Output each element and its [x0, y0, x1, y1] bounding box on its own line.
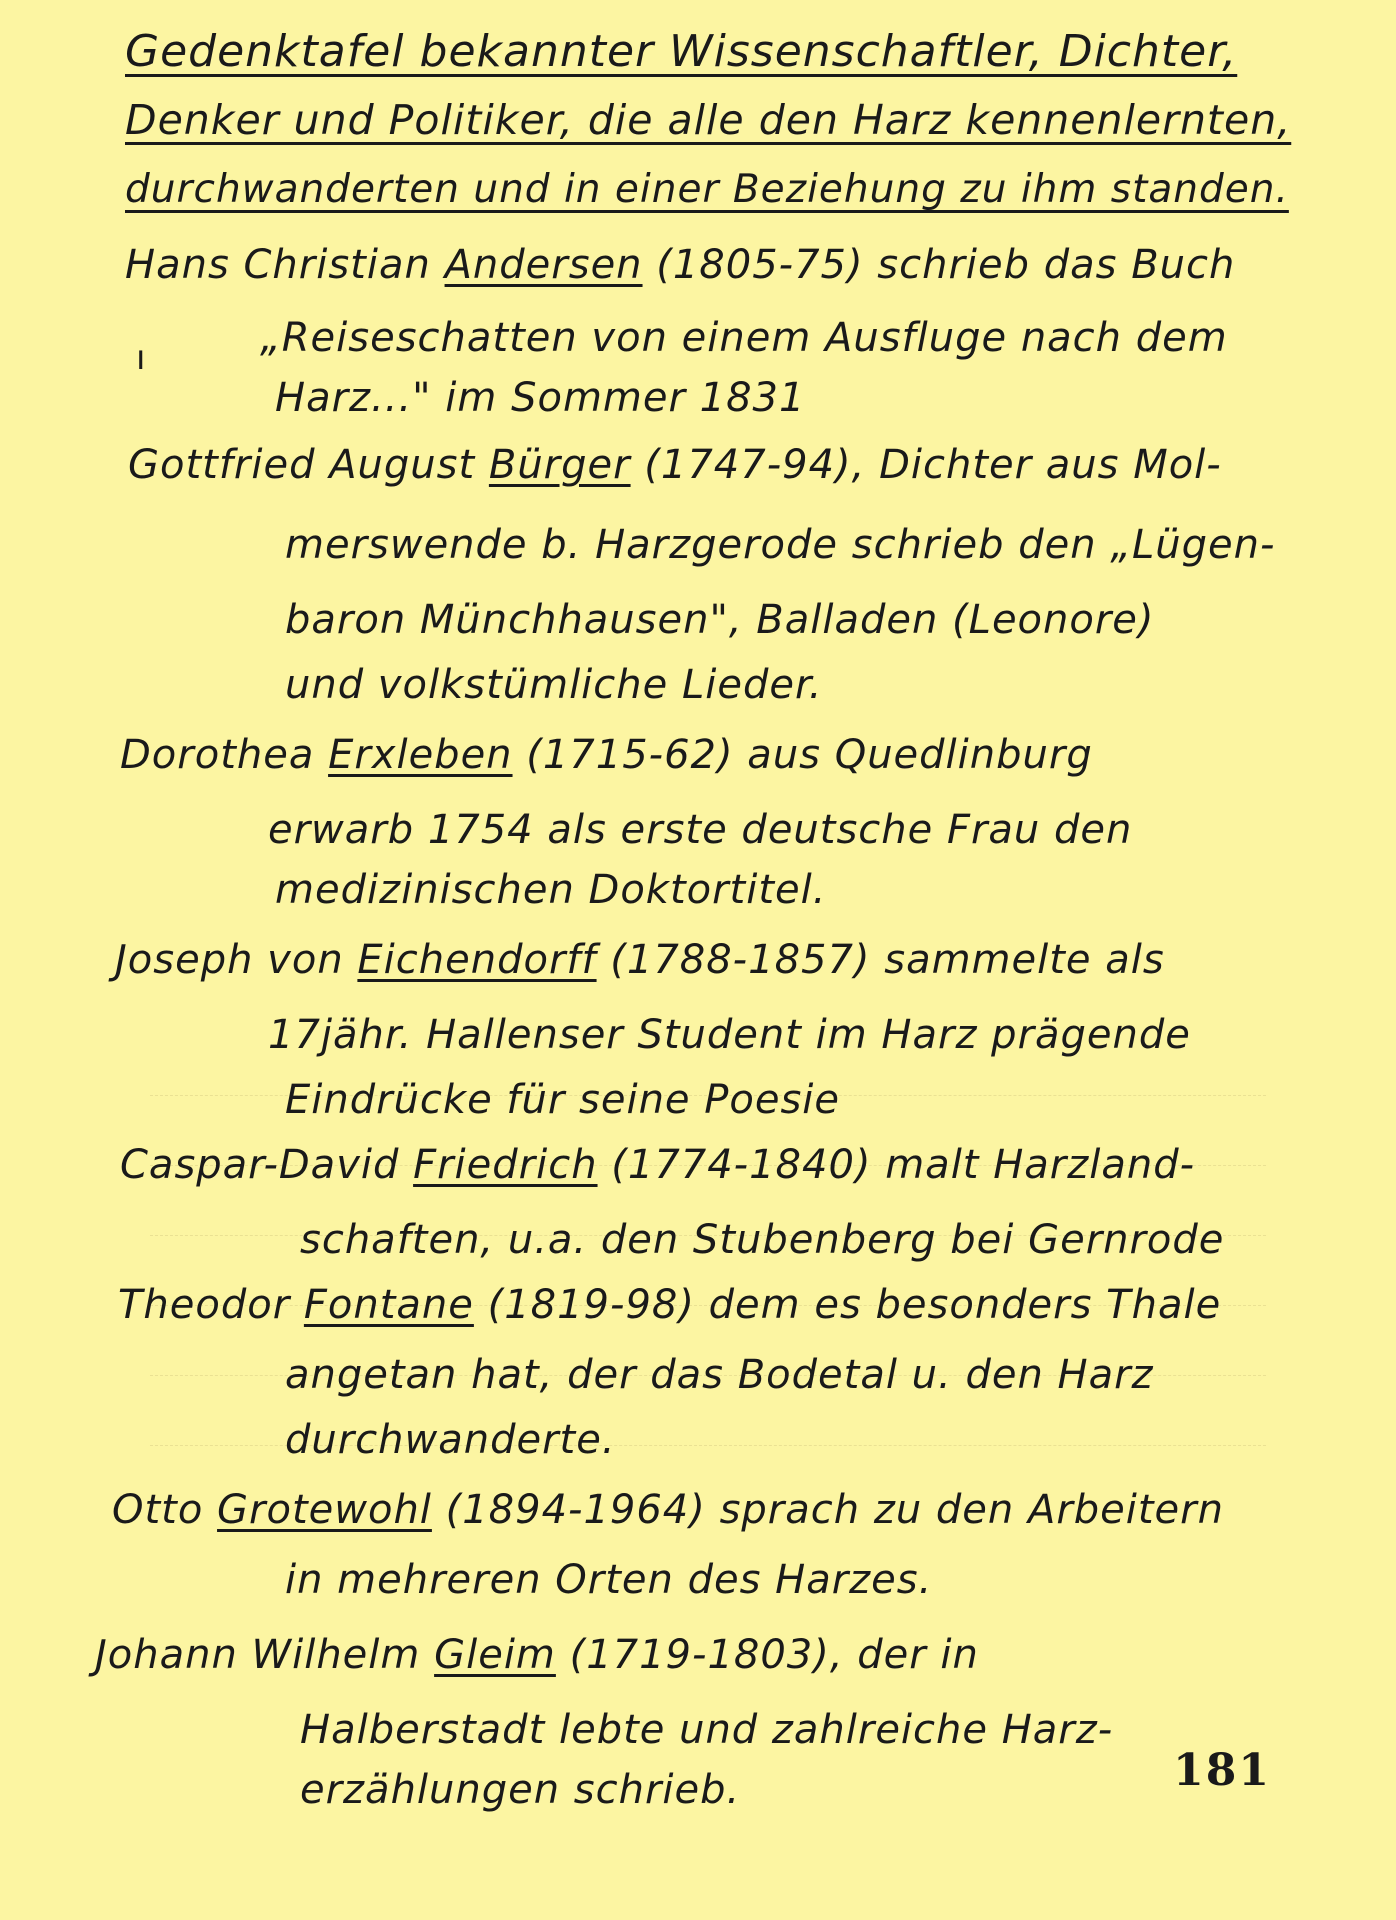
entry-friedrich-line-2: schaften, u.a. den Stubenberg bei Gernrode	[300, 1217, 1225, 1263]
title-line-1: Gedenktafel bekannter Wissenschaftler, Dichter,	[125, 26, 1238, 77]
entry-grotewohl-line-2: in mehreren Orten des Harzes.	[285, 1557, 933, 1603]
entry-grotewohl-line-1	[112, 1487, 1224, 1533]
title-line-3: durchwanderten und in einer Beziehung zu ihm standen.	[125, 167, 1289, 212]
entry-buerger-line-1	[128, 442, 1222, 488]
person-name: Grotewohl	[217, 1487, 432, 1533]
entry-text: (1747-94), Dichter aus Mol-	[630, 442, 1222, 488]
entry-fontane-line-3: durchwanderte.	[285, 1417, 616, 1463]
entry-text: (1719-1803), der in	[555, 1632, 979, 1678]
entry-andersen-line-1	[125, 242, 1236, 288]
page-number: 181	[1173, 1745, 1271, 1796]
entry-text: (1805-75) schrieb das Buch	[642, 242, 1236, 288]
person-name: Fontane	[303, 1282, 474, 1328]
entry-text: Theodor	[118, 1282, 304, 1328]
entry-gleim-line-3: erzählungen schrieb.	[300, 1767, 741, 1813]
person-name: Bürger	[488, 442, 631, 488]
entry-buerger-line-3: baron Münchhausen", Balladen (Leonore)	[285, 597, 1155, 643]
entry-text: Gottfried August	[128, 442, 489, 488]
person-name: Eichendorff	[357, 937, 597, 983]
entry-text: Hans Christian	[125, 242, 445, 288]
entry-andersen-line-2: „Reiseschatten von einem Ausfluge nach dem	[260, 315, 1228, 361]
entry-fontane-line-2: angetan hat, der das Bodetal u. den Harz	[285, 1352, 1154, 1398]
entry-text: (1715-62) aus Quedlinburg	[512, 732, 1093, 778]
entry-text: (1894-1964) sprach zu den Arbeitern	[431, 1487, 1224, 1533]
entry-friedrich-line-1	[120, 1142, 1196, 1188]
entry-buerger-line-2: merswende b. Harzgerode schrieb den „Lügen-	[285, 522, 1276, 568]
entry-text: Joseph von	[115, 937, 358, 983]
margin-mark: ı	[136, 338, 146, 378]
entry-text: Dorothea	[120, 732, 329, 778]
entry-eichendorff-line-3: Eindrücke für seine Poesie	[285, 1077, 841, 1123]
person-name: Andersen	[444, 242, 643, 288]
entry-gleim-line-1	[95, 1632, 979, 1678]
entry-gleim-line-2: Halberstadt lebte und zahlreiche Harz-	[300, 1707, 1114, 1753]
entry-text: Caspar-David	[120, 1142, 414, 1188]
entry-erxleben-line-3: medizinischen Doktortitel.	[275, 867, 827, 913]
entry-erxleben-line-1	[120, 732, 1093, 778]
person-name: Friedrich	[413, 1142, 598, 1188]
person-name: Gleim	[434, 1632, 556, 1678]
entry-text: (1819-98) dem es besonders Thale	[473, 1282, 1222, 1328]
entry-text: (1774-1840) malt Harzland-	[597, 1142, 1196, 1188]
entry-fontane-line-1	[118, 1282, 1222, 1328]
entry-eichendorff-line-1	[115, 937, 1165, 983]
person-name: Erxleben	[328, 732, 513, 778]
entry-erxleben-line-2: erwarb 1754 als erste deutsche Frau den	[268, 807, 1133, 853]
entry-eichendorff-line-2: 17jähr. Hallenser Student im Harz prägende	[268, 1012, 1191, 1058]
entry-text: Otto	[112, 1487, 218, 1533]
entry-text: Johann Wilhelm	[95, 1632, 435, 1678]
entry-andersen-line-3: Harz..." im Sommer 1831	[275, 375, 806, 421]
entry-buerger-line-4: und volkstümliche Lieder.	[285, 662, 823, 708]
entry-text: (1788-1857) sammelte als	[596, 937, 1165, 983]
title-line-2: Denker und Politiker, die alle den Harz kennenlernten,	[125, 96, 1292, 144]
